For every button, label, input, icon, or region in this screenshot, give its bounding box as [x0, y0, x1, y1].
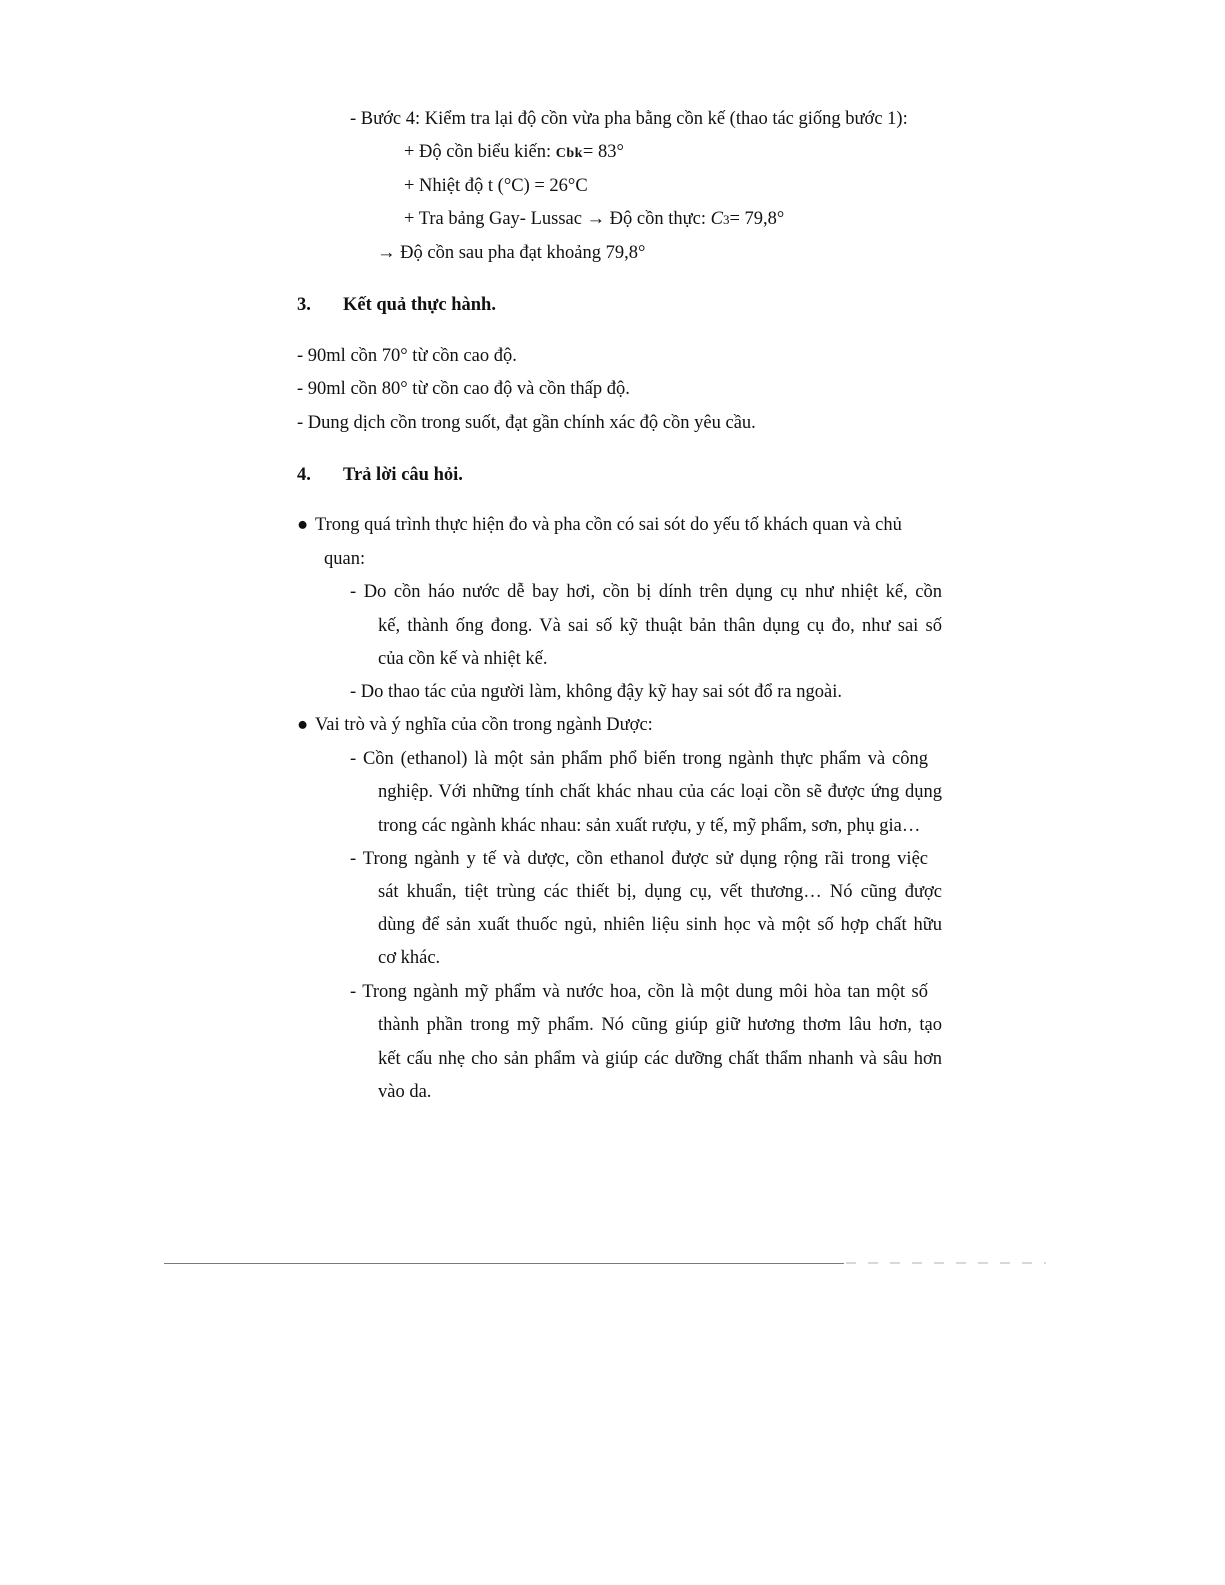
apparent-prefix: + Độ cồn biểu kiến:	[404, 142, 556, 162]
bullet2-sub1-line: - Cồn (ethanol) là một sản phẩm phổ biến trong ngành thực phẩm và công	[350, 749, 928, 769]
bullet1-line1	[297, 513, 902, 537]
bullet1-sub1-line: của cồn kế và nhiệt kế.	[378, 649, 548, 669]
bullet-dot-icon: ●	[297, 515, 309, 535]
bullet2-sub2-line: sát khuẩn, tiệt trùng các thiết bị, dụng cụ, vết thương… Nó cũng được	[378, 882, 942, 902]
section3-item: - 90ml cồn 70° từ cồn cao độ.	[297, 346, 517, 366]
section3-number: 3.	[297, 295, 311, 315]
bullet2-sub2-line: - Trong ngành y tế và dược, cồn ethanol được sử dụng rộng rãi trong việc	[350, 849, 928, 869]
step4-conclusion: → Độ cồn sau pha đạt khoảng 79,8°	[377, 243, 646, 263]
section4-heading	[297, 463, 463, 487]
bullet-dot-icon: ●	[297, 715, 309, 735]
bullet2-sub3-line: vào da.	[378, 1082, 432, 1102]
section3-heading	[297, 293, 496, 317]
section4-title: Trả lời câu hỏi.	[343, 465, 463, 485]
bullet2-sub1-line: nghiệp. Với những tính chất khác nhau của các loại cồn sẽ được ứng dụng	[378, 782, 942, 802]
step4-temperature: + Nhiệt độ t (°C) = 26°C	[404, 176, 588, 196]
bullet2-sub1-line: trong các ngành khác nhau: sản xuất rượu, y tế, mỹ phẩm, sơn, phụ gia…	[378, 816, 921, 836]
footer-divider-faded	[846, 1262, 1046, 1264]
apparent-suffix: = 83°	[582, 142, 624, 162]
section3-item: - Dung dịch cồn trong suốt, đạt gần chính xác độ cồn yêu cầu.	[297, 413, 756, 433]
section4-number: 4.	[297, 465, 311, 485]
step4-intro: - Bước 4: Kiểm tra lại độ cồn vừa pha bằng cồn kế (thao tác giống bước 1):	[350, 109, 908, 129]
bullet1-line2: quan:	[324, 549, 366, 569]
step4-lookup	[404, 207, 784, 232]
bullet2-text: Vai trò và ý nghĩa của cồn trong ngành Dược:	[315, 715, 653, 735]
section3-title: Kết quả thực hành.	[343, 295, 496, 315]
bullet2-sub3-line: thành phần trong mỹ phẩm. Nó cũng giúp giữ hương thơm lâu hơn, tạo	[378, 1015, 942, 1035]
bullet1-sub1-line: kế, thành ống đong. Và sai số kỹ thuật bản thân dụng cụ đo, như sai số	[378, 616, 942, 636]
lookup-subscript: 3	[723, 212, 730, 227]
footer-divider	[164, 1263, 844, 1264]
bullet1-sub2: - Do thao tác của người làm, không đậy kỹ hay sai sót đổ ra ngoài.	[350, 682, 842, 702]
bullet2-line1	[297, 713, 653, 737]
bullet2-sub2-line: cơ khác.	[378, 948, 441, 968]
bullet1-sub1-line: - Do cồn háo nước dễ bay hơi, cồn bị dính trên dụng cụ như nhiệt kế, cồn	[350, 582, 942, 602]
lookup-suffix: = 79,8°	[729, 209, 785, 229]
lookup-prefix: + Tra bảng Gay- Lussac → Độ cồn thực:	[404, 209, 711, 229]
bullet1-text: Trong quá trình thực hiện đo và pha cồn có sai sót do yếu tố khách quan và chủ	[315, 515, 902, 535]
step4-apparent-strength	[404, 140, 624, 166]
apparent-symbol: Cbk	[555, 146, 583, 161]
lookup-symbol: C	[710, 209, 723, 229]
bullet2-sub2-line: dùng để sản xuất thuốc ngủ, nhiên liệu sinh học và một số hợp chất hữu	[378, 915, 942, 935]
bullet2-sub3-line: - Trong ngành mỹ phẩm và nước hoa, cồn là một dung môi hòa tan một số	[350, 982, 928, 1002]
section3-item: - 90ml cồn 80° từ cồn cao độ và cồn thấp độ.	[297, 379, 630, 399]
bullet2-sub3-line: kết cấu nhẹ cho sản phẩm và giúp các dưỡng chất thẩm nhanh và sâu hơn	[378, 1049, 942, 1069]
